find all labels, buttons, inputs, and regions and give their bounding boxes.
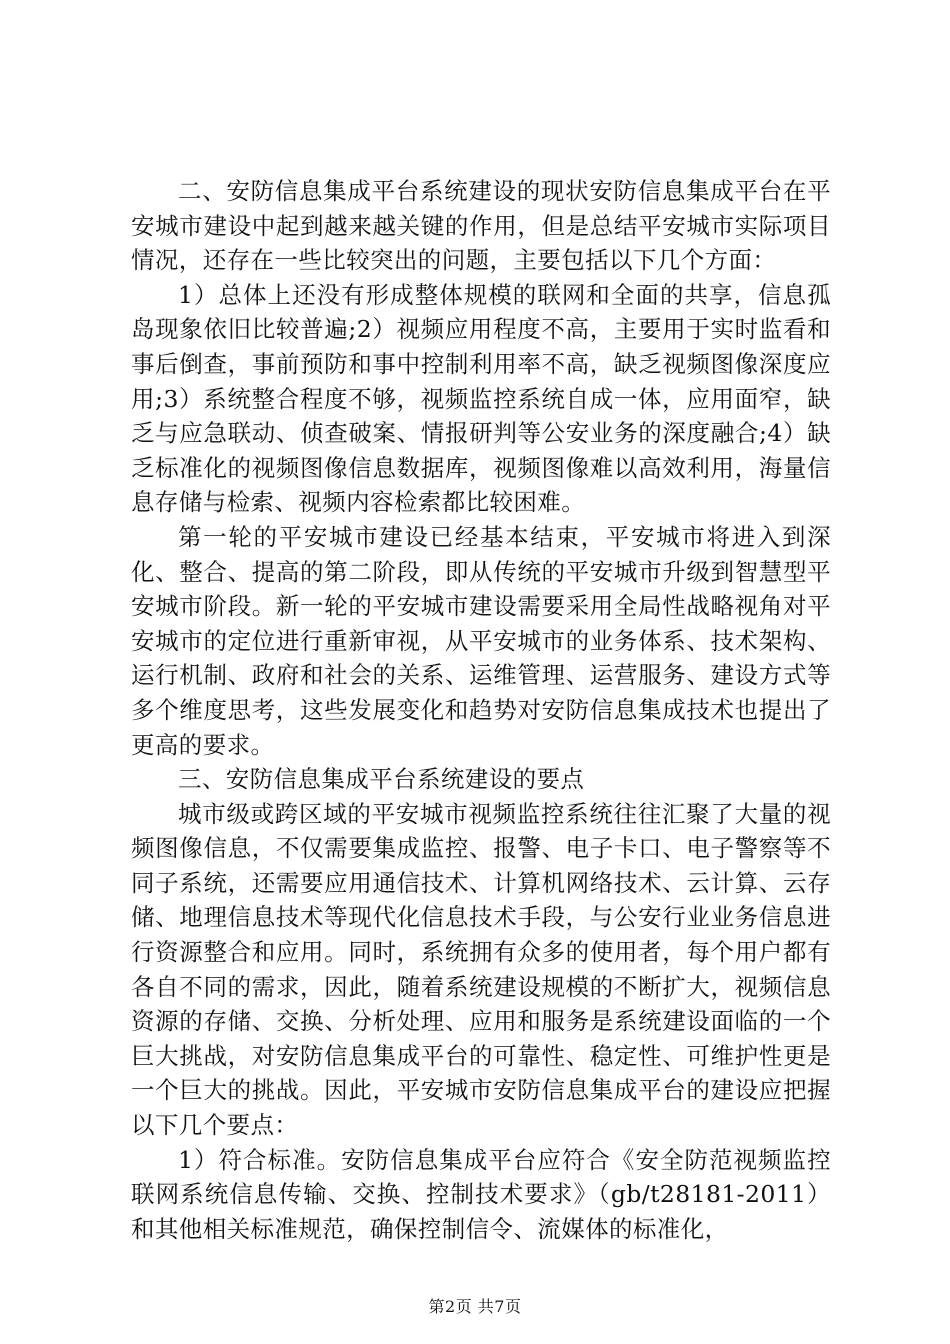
paragraph-city-level-system: 城市级或跨区域的平安城市视频监控系统往往汇聚了大量的视频图像信息，不仅需要集成监控、报警、电子卡口、电子警察等不同子系统，还需要应用通信技术、计算机网络技术、云计算、云存储、地理信息技术等现代化信息技术手段，与公安行业业务信息进行资源整合和应用。同时，系统拥有众多的使用者，每个用户都有各自不同的需求，因此，随着系统建设规模的不断扩大，视频信息资源的存储、交换、分析处理、应用和服务是系统建设面临的一个巨大挑战，对安防信息集成平台的可靠性、稳定性、可维护性更是一个巨大的挑战。因此，平安城市安防信息集成平台的建设应把握以下几个要点： bbox=[131, 799, 831, 1140]
paragraph-standards-compliance: 1）符合标准。安防信息集成平台应符合《安全防范视频监控联网系统信息传输、交换、控制技术要求》（gb/t28181-2011）和其他相关标准规范，确保控制信令、流媒体的标准化， bbox=[131, 1145, 831, 1243]
paragraph-problems-list: 1）总体上还没有形成整体规模的联网和全面的共享，信息孤岛现象依旧比较普遍;2）视频应用程度不高，主要用于实时监看和事后倒查，事前预防和事中控制利用率不高，缺乏视频图像深度应用;3）系统整合程度不够，视频监控系统自成一体，应用面窄，缺乏与应急联动、侦查破案、情报研判等公安业务的深度融合;4）缺乏标准化的视频图像信息数据库，视频图像难以高效利用，海量信息存储与检索、视频内容检索都比较困难。 bbox=[131, 280, 831, 517]
paragraph-second-phase: 第一轮的平安城市建设已经基本结束，平安城市将进入到深化、整合、提高的第二阶段，即从传统的平安城市升级到智慧型平安城市阶段。新一轮的平安城市建设需要采用全局性战略视角对平安城市的定位进行重新审视，从平安城市的业务体系、技术架构、运行机制、政府和社会的关系、运维管理、运营服务、建设方式等多个维度思考，这些发展变化和趋势对安防信息集成技术也提出了更高的要求。 bbox=[131, 522, 831, 759]
page-number-footer: 第2页 共7页 bbox=[428, 1297, 522, 1316]
document-body bbox=[131, 174, 831, 1246]
paragraph-current-status: 二、安防信息集成平台系统建设的现状安防信息集成平台在平安城市建设中起到越来越关键的作用，但是总结平安城市实际项目情况，还存在一些比较突出的问题，主要包括以下几个方面： bbox=[131, 177, 831, 275]
section-heading-key-points: 三、安防信息集成平台系统建设的要点 bbox=[178, 765, 585, 794]
